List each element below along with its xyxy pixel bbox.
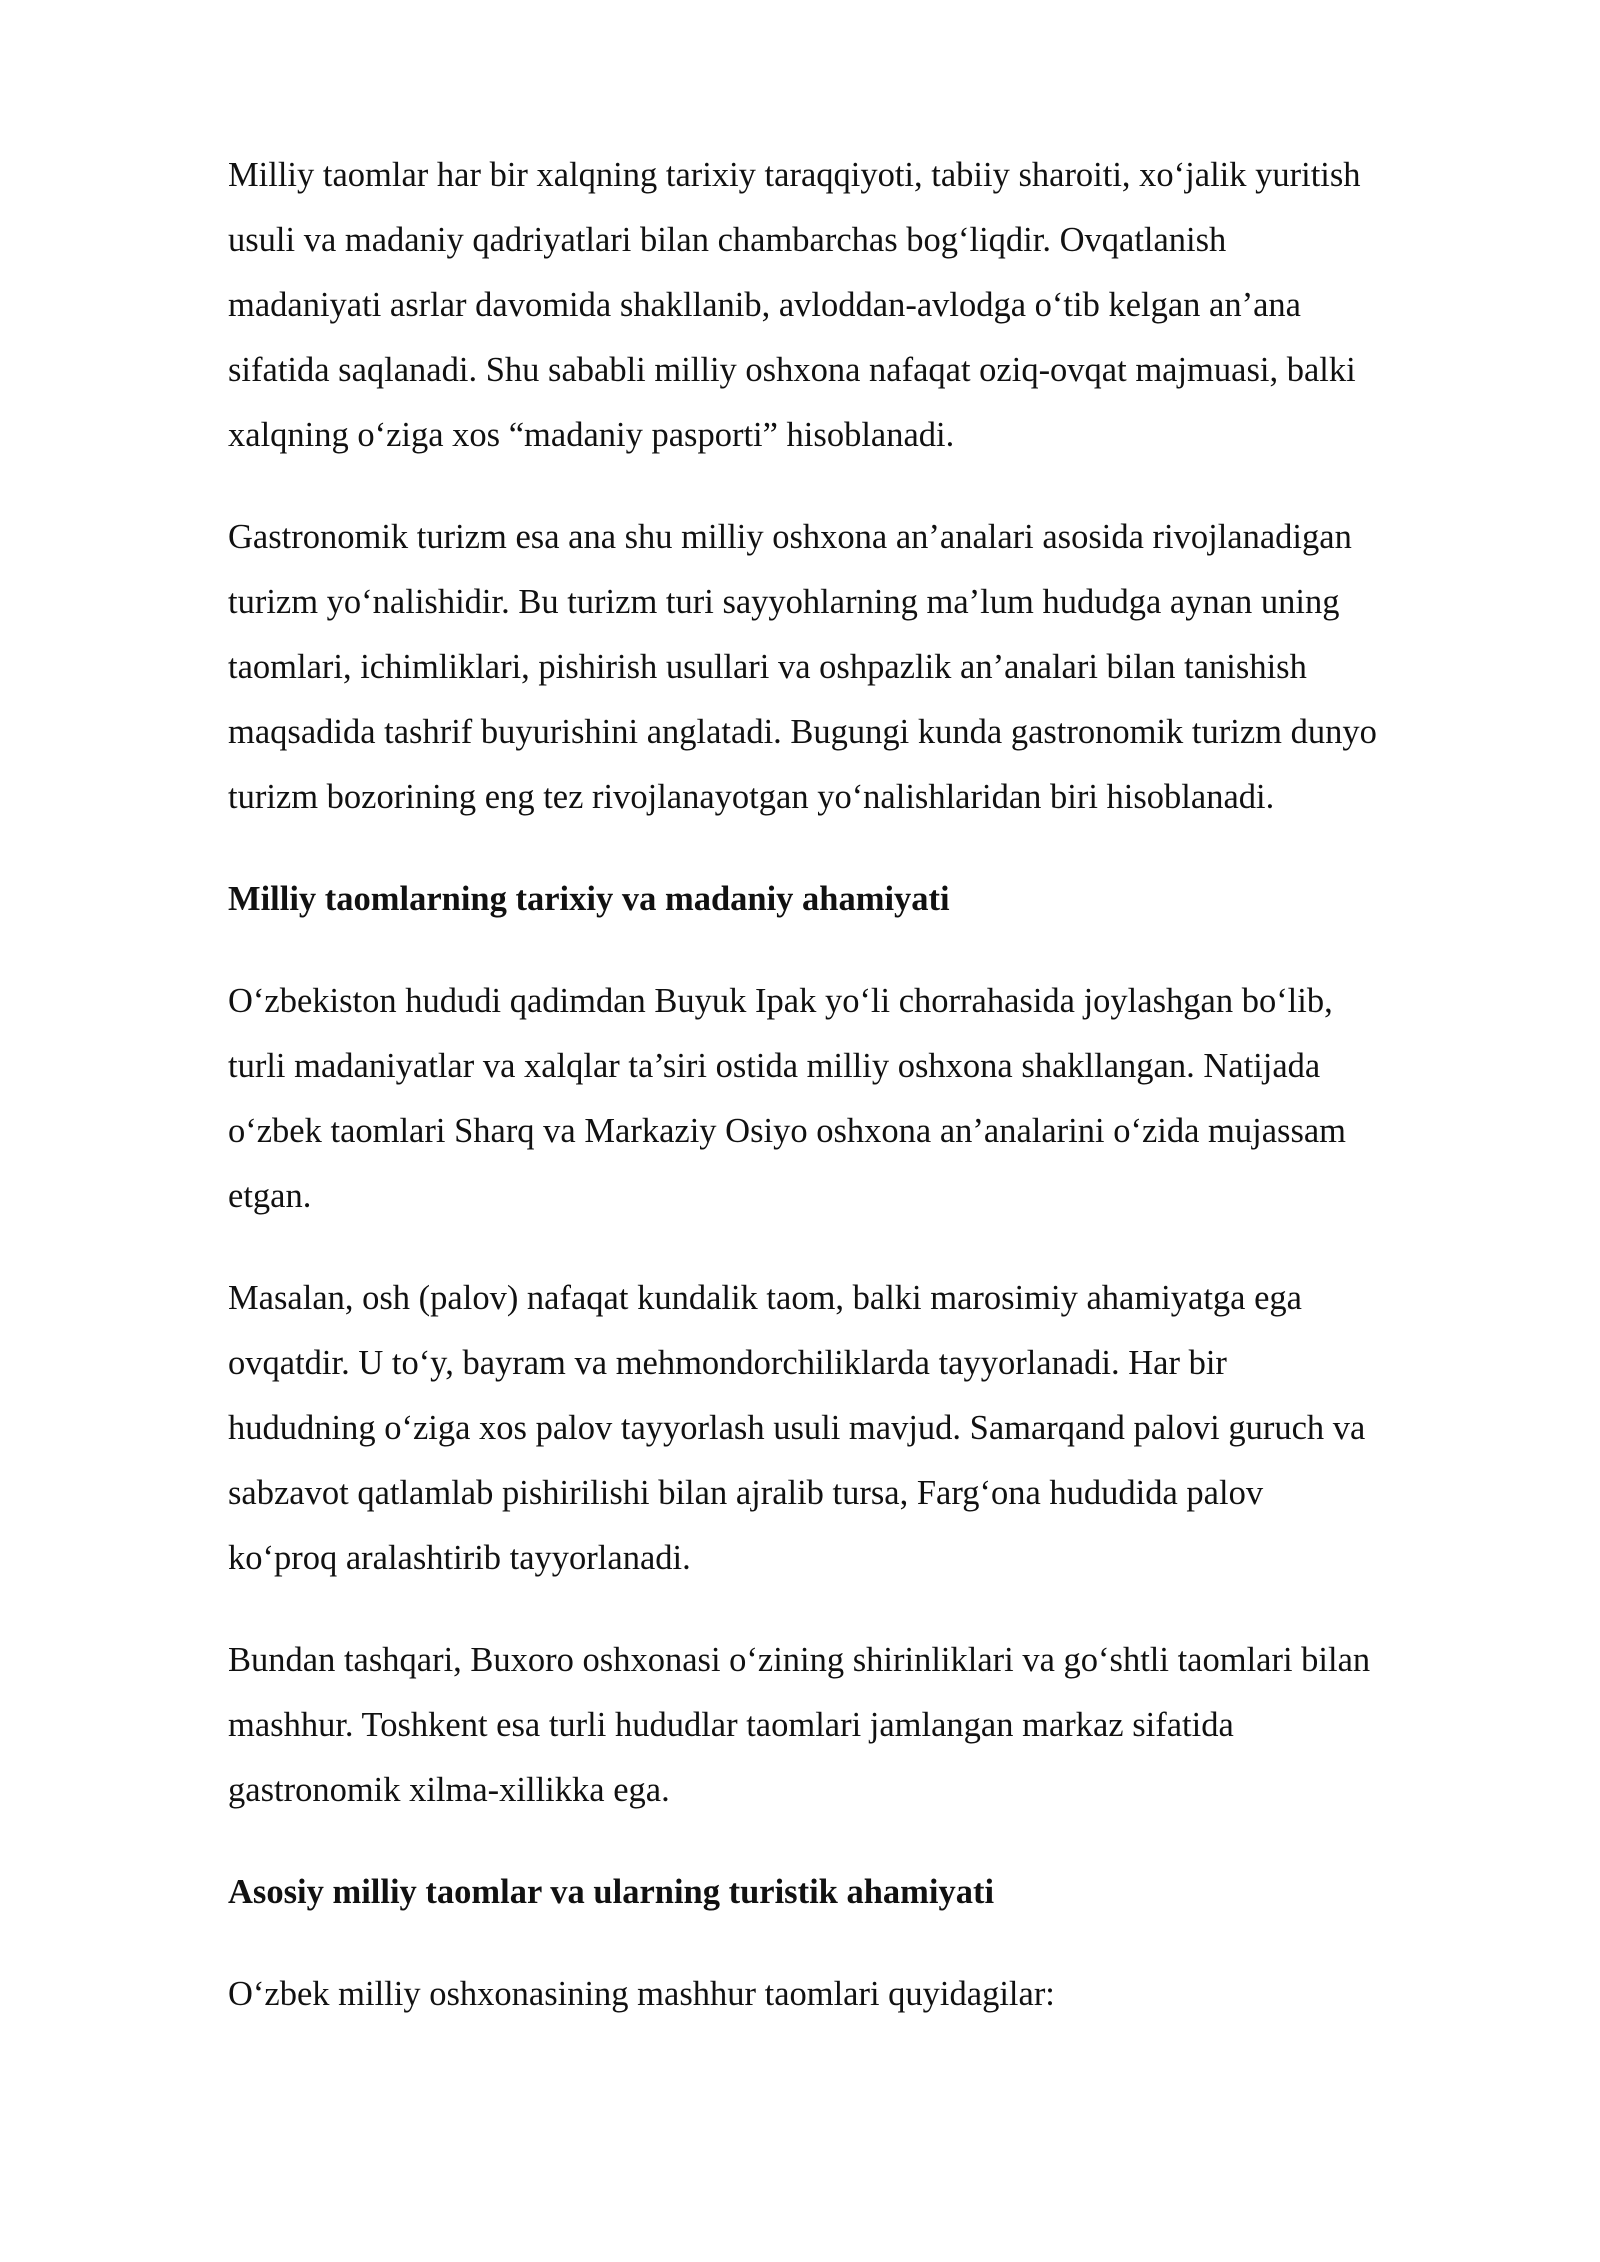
text-line: sabzavot qatlamlab pishirilishi bilan ajralib tursa, Farg‘ona hududida palov <box>228 1474 1264 1512</box>
text-line: ko‘proq aralashtirib tayyorlanadi. <box>228 1539 691 1577</box>
text-line: madaniyati asrlar davomida shakllanib, avloddan-avlodga o‘tib kelgan an’ana <box>228 286 1301 324</box>
text-line: Milliy taomlar har bir xalqning tarixiy taraqqiyoti, tabiiy sharoiti, xo‘jalik yuritish <box>228 156 1361 194</box>
text-line: maqsadida tashrif buyurishini anglatadi. Bugungi kunda gastronomik turizm dunyo <box>228 713 1377 751</box>
paragraph-dishes-intro <box>228 1962 1500 2027</box>
text-line: turli madaniyatlar va xalqlar ta’siri ostida milliy oshxona shakllangan. Natijada <box>228 1047 1321 1085</box>
document-body <box>228 143 1500 2064</box>
text-line: hududning o‘ziga xos palov tayyorlash usuli mavjud. Samarqand palovi guruch va <box>228 1409 1366 1447</box>
text-line: taomlari, ichimliklari, pishirish usullari va oshpazlik an’analari bilan tanishish <box>228 648 1307 686</box>
text-line: turizm yo‘nalishidir. Bu turizm turi sayyohlarning ma’lum hududga aynan uning <box>228 583 1340 621</box>
paragraph-silk-road <box>228 969 1500 1229</box>
text-line: Masalan, osh (palov) nafaqat kundalik taom, balki marosimiy ahamiyatga ega <box>228 1279 1302 1317</box>
text-line: o‘zbek taomlari Sharq va Markaziy Osiyo oshxona an’analarini o‘zida mujassam <box>228 1112 1347 1150</box>
text-line: sifatida saqlanadi. Shu sababli milliy oshxona nafaqat oziq-ovqat majmuasi, balki <box>228 351 1356 389</box>
text-line: mashhur. Toshkent esa turli hududlar taomlari jamlangan markaz sifatida <box>228 1706 1234 1744</box>
text-line: xalqning o‘ziga xos “madaniy pasporti” hisoblanadi. <box>228 416 955 454</box>
section-heading-main-dishes: Asosiy milliy taomlar va ularning turistik ahamiyati <box>228 1873 995 1911</box>
text-line: O‘zbek milliy oshxonasining mashhur taomlari quyidagilar: <box>228 1975 1055 2013</box>
text-line: gastronomik xilma-xillikka ega. <box>228 1771 670 1809</box>
text-line: ovqatdir. U to‘y, bayram va mehmondorchiliklarda tayyorlanadi. Har bir <box>228 1344 1227 1382</box>
paragraph-bukhara-tashkent <box>228 1628 1500 1823</box>
text-line: O‘zbekiston hududi qadimdan Buyuk Ipak yo‘li chorrahasida joylashgan bo‘lib, <box>228 982 1333 1020</box>
text-line: Gastronomik turizm esa ana shu milliy oshxona an’analari asosida rivojlanadigan <box>228 518 1352 556</box>
text-line: turizm bozorining eng tez rivojlanayotgan yo‘nalishlaridan biri hisoblanadi. <box>228 778 1275 816</box>
text-line: Bundan tashqari, Buxoro oshxonasi o‘zining shirinliklari va go‘shtli taomlari bilan <box>228 1641 1371 1679</box>
text-line: etgan. <box>228 1177 312 1215</box>
text-line: usuli va madaniy qadriyatlari bilan chambarchas bog‘liqdir. Ovqatlanish <box>228 221 1227 259</box>
paragraph-palov <box>228 1266 1500 1591</box>
section-heading-history: Milliy taomlarning tarixiy va madaniy ahamiyati <box>228 880 950 918</box>
paragraph-gastronomic-tourism <box>228 505 1500 830</box>
paragraph-intro <box>228 143 1500 468</box>
